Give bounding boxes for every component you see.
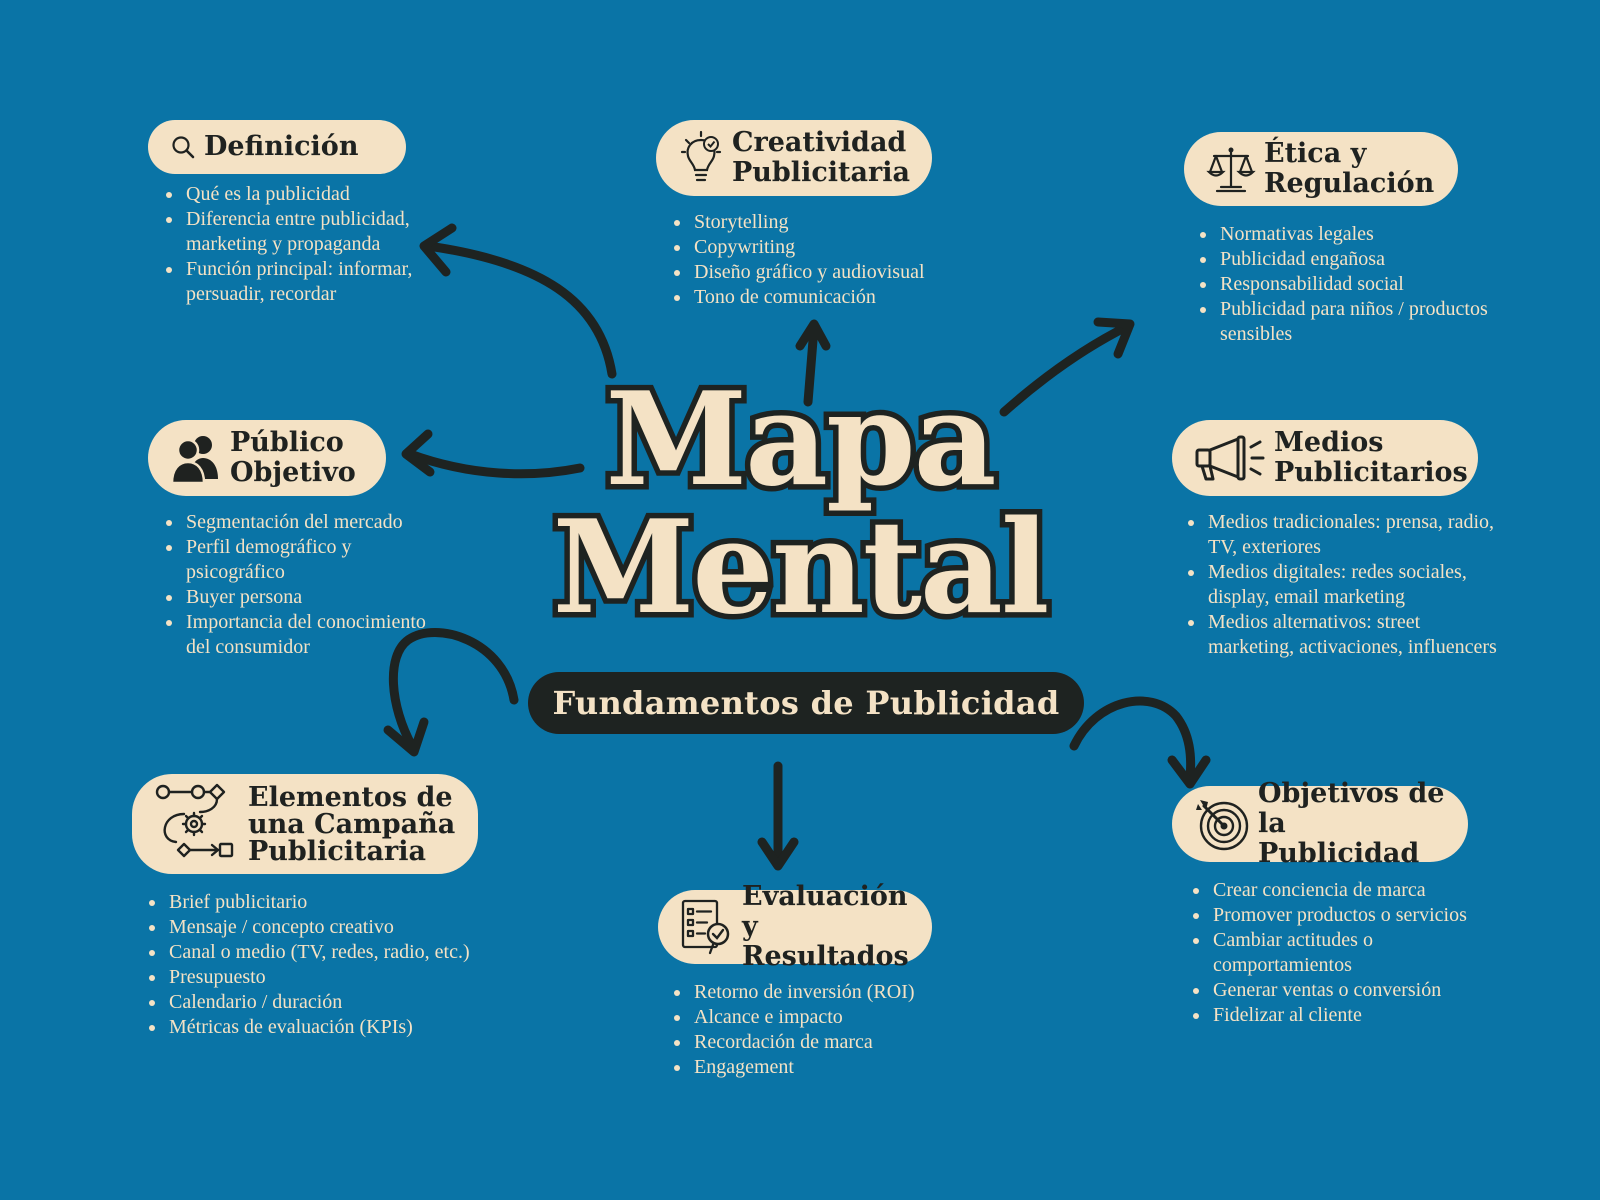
list-item: • Alcance e impacto	[692, 1005, 992, 1030]
list-item: • Diseño gráfico y audiovisual	[692, 260, 992, 285]
list-etica	[1194, 222, 1508, 347]
list-item: • Buyer persona	[184, 585, 434, 610]
list-item: • Medios tradicionales: prensa, radio, TV, exteriores	[1206, 510, 1506, 560]
list-medios	[1182, 510, 1506, 660]
list-item: • Cambiar actitudes o comportamientos	[1211, 928, 1511, 978]
node-medios	[1172, 420, 1478, 496]
magnifier-icon	[170, 134, 196, 160]
list-item: • Publicidad engañosa	[1218, 247, 1508, 272]
list-item: • Importancia del conocimiento del consumidor	[184, 610, 434, 660]
arrow-to-definicion	[428, 246, 612, 374]
list-item: • Responsabilidad social	[1218, 272, 1508, 297]
list-item: • Medios digitales: redes sociales, display, email marketing	[1206, 560, 1506, 610]
list-objetivos	[1187, 878, 1511, 1028]
list-item: • Retorno de inversión (ROI)	[692, 980, 992, 1005]
list-item: • Brief publicitario	[167, 890, 497, 915]
people-icon	[170, 431, 222, 485]
node-evaluacion	[658, 880, 932, 973]
checklist-icon	[680, 898, 734, 956]
lightbulb-icon	[678, 130, 724, 186]
list-item: • Generar ventas o conversión	[1211, 978, 1511, 1003]
node-title: Creatividad Publicitaria	[732, 126, 910, 188]
node-objetivos	[1172, 777, 1468, 870]
node-title: Público Objetivo	[230, 426, 356, 488]
list-creatividad	[668, 210, 992, 310]
node-title: Objetivos de la Publicidad	[1258, 777, 1445, 870]
list-item: • Publicidad para niños / productos sensibles	[1218, 297, 1508, 347]
node-creatividad	[656, 120, 932, 196]
list-item: • Engagement	[692, 1055, 992, 1080]
list-item: • Segmentación del mercado	[184, 510, 434, 535]
node-title: Ética y Regulación	[1264, 137, 1435, 199]
list-evaluacion	[668, 980, 992, 1080]
list-publico	[160, 510, 434, 660]
list-item: • Calendario / duración	[167, 990, 497, 1015]
list-item: • Copywriting	[692, 235, 992, 260]
list-item: • Crear conciencia de marca	[1211, 878, 1511, 903]
list-item: • Mensaje / concepto creativo	[167, 915, 497, 940]
node-elementos	[132, 774, 478, 874]
list-item: • Presupuesto	[167, 965, 497, 990]
list-item: • Storytelling	[692, 210, 992, 235]
list-item: • Medios alternativos: street marketing, activaciones, influencers	[1206, 610, 1506, 660]
node-title: Elementos de una Campaña Publicitaria	[248, 781, 456, 867]
list-item: • Diferencia entre publicidad, marketing y propaganda	[184, 207, 444, 257]
list-item: • Canal o medio (TV, redes, radio, etc.)	[167, 940, 497, 965]
list-item: • Métricas de evaluación (KPIs)	[167, 1015, 497, 1040]
scales-icon	[1206, 144, 1256, 194]
node-etica	[1184, 132, 1458, 206]
list-definicion	[160, 182, 444, 307]
node-title: Medios Publicitarios	[1274, 426, 1468, 488]
list-item: • Recordación de marca	[692, 1030, 992, 1055]
node-definicion	[148, 120, 406, 174]
mind-map-title: Mapa Mental	[552, 365, 1048, 643]
list-elementos	[143, 890, 497, 1040]
list-item: • Fidelizar al cliente	[1211, 1003, 1511, 1028]
list-item: • Promover productos o servicios	[1211, 903, 1511, 928]
list-item: • Normativas legales	[1218, 222, 1508, 247]
node-publico	[148, 420, 386, 496]
target-icon	[1194, 796, 1250, 852]
list-item: • Función principal: informar, persuadir, recordar	[184, 257, 444, 307]
node-title: Definición	[204, 130, 359, 162]
list-item: • Tono de comunicación	[692, 285, 992, 310]
megaphone-icon	[1194, 433, 1266, 483]
list-item: • Perfil demográfico y psicográfico	[184, 535, 434, 585]
workflow-gear-icon	[154, 782, 240, 866]
node-title: Evaluación y Resultados	[742, 880, 909, 973]
mind-map-subtitle: Fundamentos de Publicidad	[528, 672, 1084, 734]
list-item: • Qué es la publicidad	[184, 182, 444, 207]
